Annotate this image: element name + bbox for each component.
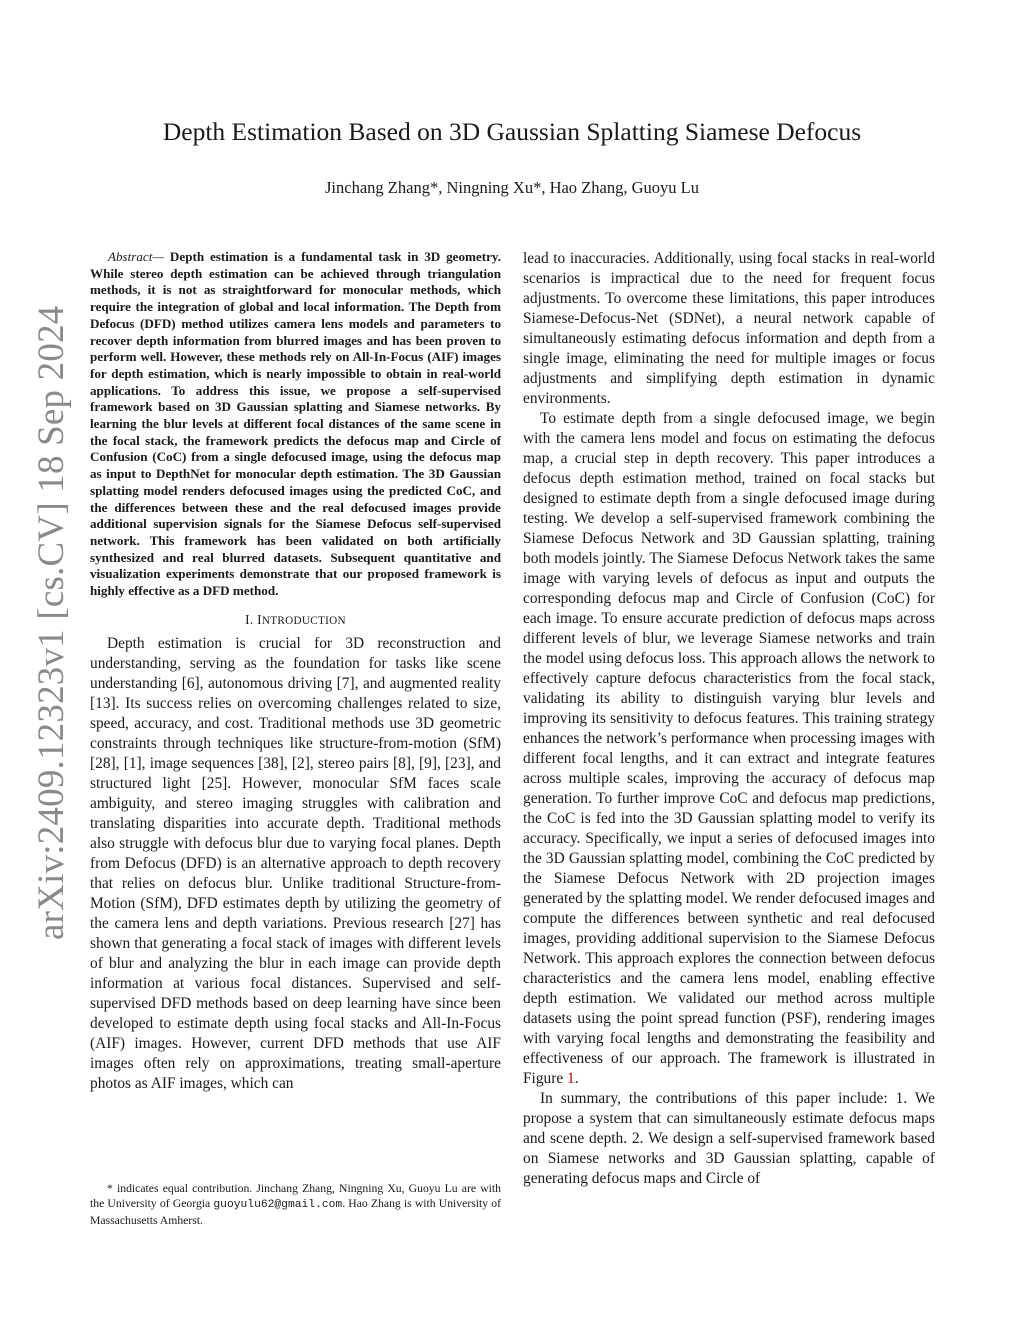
paper-title: Depth Estimation Based on 3D Gaussian Splatting Siamese Defocus [162,117,862,146]
paragraph: To estimate depth from a single defocused image, we begin with the camera lens model and focus on estimating the defocus map, a crucial step in depth recovery. This paper introduces a defocus depth estimation method, trained on focal stacks but designed to estimate depth from a single defocused image during testing. We develop a self-supervised framework combining the Siamese Defocus Network and 3D Gaussian splatting, training both models jointly. The Siamese Defocus Network takes the same image with varying levels of defocus as input and outputs the corresponding defocus map and Circle of Confusion (CoC) for each image. To ensure accurate prediction of defocus maps across different levels of blur, we leverage Siamese networks and train the model using defocus loss. This approach allows the network to effectively capture defocus characteristics from the focal stack, validating its ability to distinguish varying blur levels and improving its sensitivity to defocus features. This training strategy enhances the network’s performance when processing images with different focal lengths, and it can extract and integrate features across multiple scales, improving the accuracy of defocus map generation. To further improve CoC and defocus map predictions, the CoC is fed into the 3D Gaussian splatting model to verify its accuracy. Specifically, we input a series of defocused images into the 3D Gaussian splatting model, combining the CoC predicted by the Siamese Defocus Network with 2D projection images generated by the splatting model. We render defocused images and compute the differences between synthetic and real defocused images, providing additional supervision to the Siamese Defocus Network. This approach explores the connection between defocus characteristics and the camera lens model, enabling effective depth estimation. We validated our method across multiple datasets using the point spread function (PSF), rendering images with varying focal lengths and demonstrating the feasibility and effectiveness of our approach. The framework is illustrated in Figure 1. [523,410,935,1087]
arxiv-identifier: arXiv:2409.12323v1 [cs.CV] 18 Sep 2024 [31,305,72,940]
abstract-label: Abstract [108,249,153,264]
paragraph: Depth estimation is crucial for 3D reconstruction and understanding, serving as the foundation for tasks like scene understanding [6], autonomous driving [7], and augmented reality [13]. Its success relies on overcoming challenges related to size, speed, accuracy, and cost. Traditional methods use 3D geometric constraints through techniques like structure-from-motion (SfM) [28], [1], image sequences [38], [2], stereo pairs [8], [9], [23], and structured light [25]. However, monocular SfM faces scale ambiguity, and stereo imaging struggles with calibration and translating disparities into accurate depth. Traditional methods also struggle with defocus blur due to varying focal planes. Depth from Defocus (DFD) is an alternative approach to depth recovery that relies on defocus blur. Unlike traditional Structure-from-Motion (SfM), DFD estimates depth by utilizing the geometry of the camera lens and depth variations. Previous research [27] has shown that generating a focal stack of images with different levels of blur and analyzing the blur in each image can provide depth information at various focal distances. Supervised and self-supervised DFD methods based on deep learning have since been developed to estimate depth using focal stacks and All-In-Focus (AIF) images. However, current DFD methods that use AIF images often rely on approximations, treating small-aperture photos as AIF images, which can [90,634,501,1092]
introduction-left-text [90,634,501,1094]
section-number: I. [245,611,254,627]
section-heading-introduction [90,612,501,628]
paragraph: lead to inaccuracies. Additionally, using focal stacks in real-world scenarios is impractical due to the need for frequent focus adjustments. To overcome these limitations, this paper introduces Siamese-Defocus-Net (SDNet), a neural network capable of simultaneously estimating defocus information and depth from a single image, eliminating the need for multiple images or focus adjustments and simplifying depth estimation in dynamic environments. [523,250,935,407]
email-link[interactable]: guoyulu62@gmail.com [213,1199,343,1211]
footnote: * indicates equal contribution. Jinchang Zhang, Ningning Xu, Guoyu Lu are with the University of Georgia guoyulu62@gmail.com. Hao Zhang is with University of Massachusetts Amherst. [90,1182,501,1227]
abstract-dash: — [152,249,165,264]
author-list: Jinchang Zhang*, Ningning Xu*, Hao Zhang, Guoyu Lu [325,178,699,197]
abstract-text: Depth estimation is a fundamental task in 3D geometry. While stereo depth estimation can be achieved through triangulation methods, it is not as straightforward for monocular methods, which require the integration of global and local information. The Depth from Defocus (DFD) method utilizes camera lens models and parameters to recover depth information from blurred images and has been proven to perform well. However, these methods rely on All-In-Focus (AIF) images for depth estimation, which is nearly impossible to obtain in real-world applications. To address this issue, we propose a self-supervised framework based on 3D Gaussian splatting and Siamese networks. By learning the blur levels at different focal distances of the same scene in the focal stack, the framework predicts the defocus map and Circle of Confusion (CoC) from a single defocused image, using the defocus map as input to DepthNet for monocular depth estimation. The 3D Gaussian splatting model renders defocused images using the predicted CoC, and the differences between these and the real defocused images provide additional supervision signals for the Siamese Defocus self-supervised network. This framework has been validated on both artificially synthesized and real blurred datasets. Subsequent quantitative and visualization experiments demonstrate that our proposed framework is highly effective as a DFD method. [90,249,502,599]
right-column [523,249,935,1189]
abstract [90,249,501,600]
paragraph: In summary, the contributions of this paper include: 1. We propose a system that can simultaneously estimate defocus maps and scene depth. 2. We design a self-supervised framework based on Siamese networks and 3D Gaussian splatting, capable of generating defocus maps and Circle of [523,1090,935,1187]
left-column [90,249,501,1094]
section-title: INTRODUCTION [257,611,346,627]
figure-ref-link[interactable]: 1 [567,1070,575,1087]
